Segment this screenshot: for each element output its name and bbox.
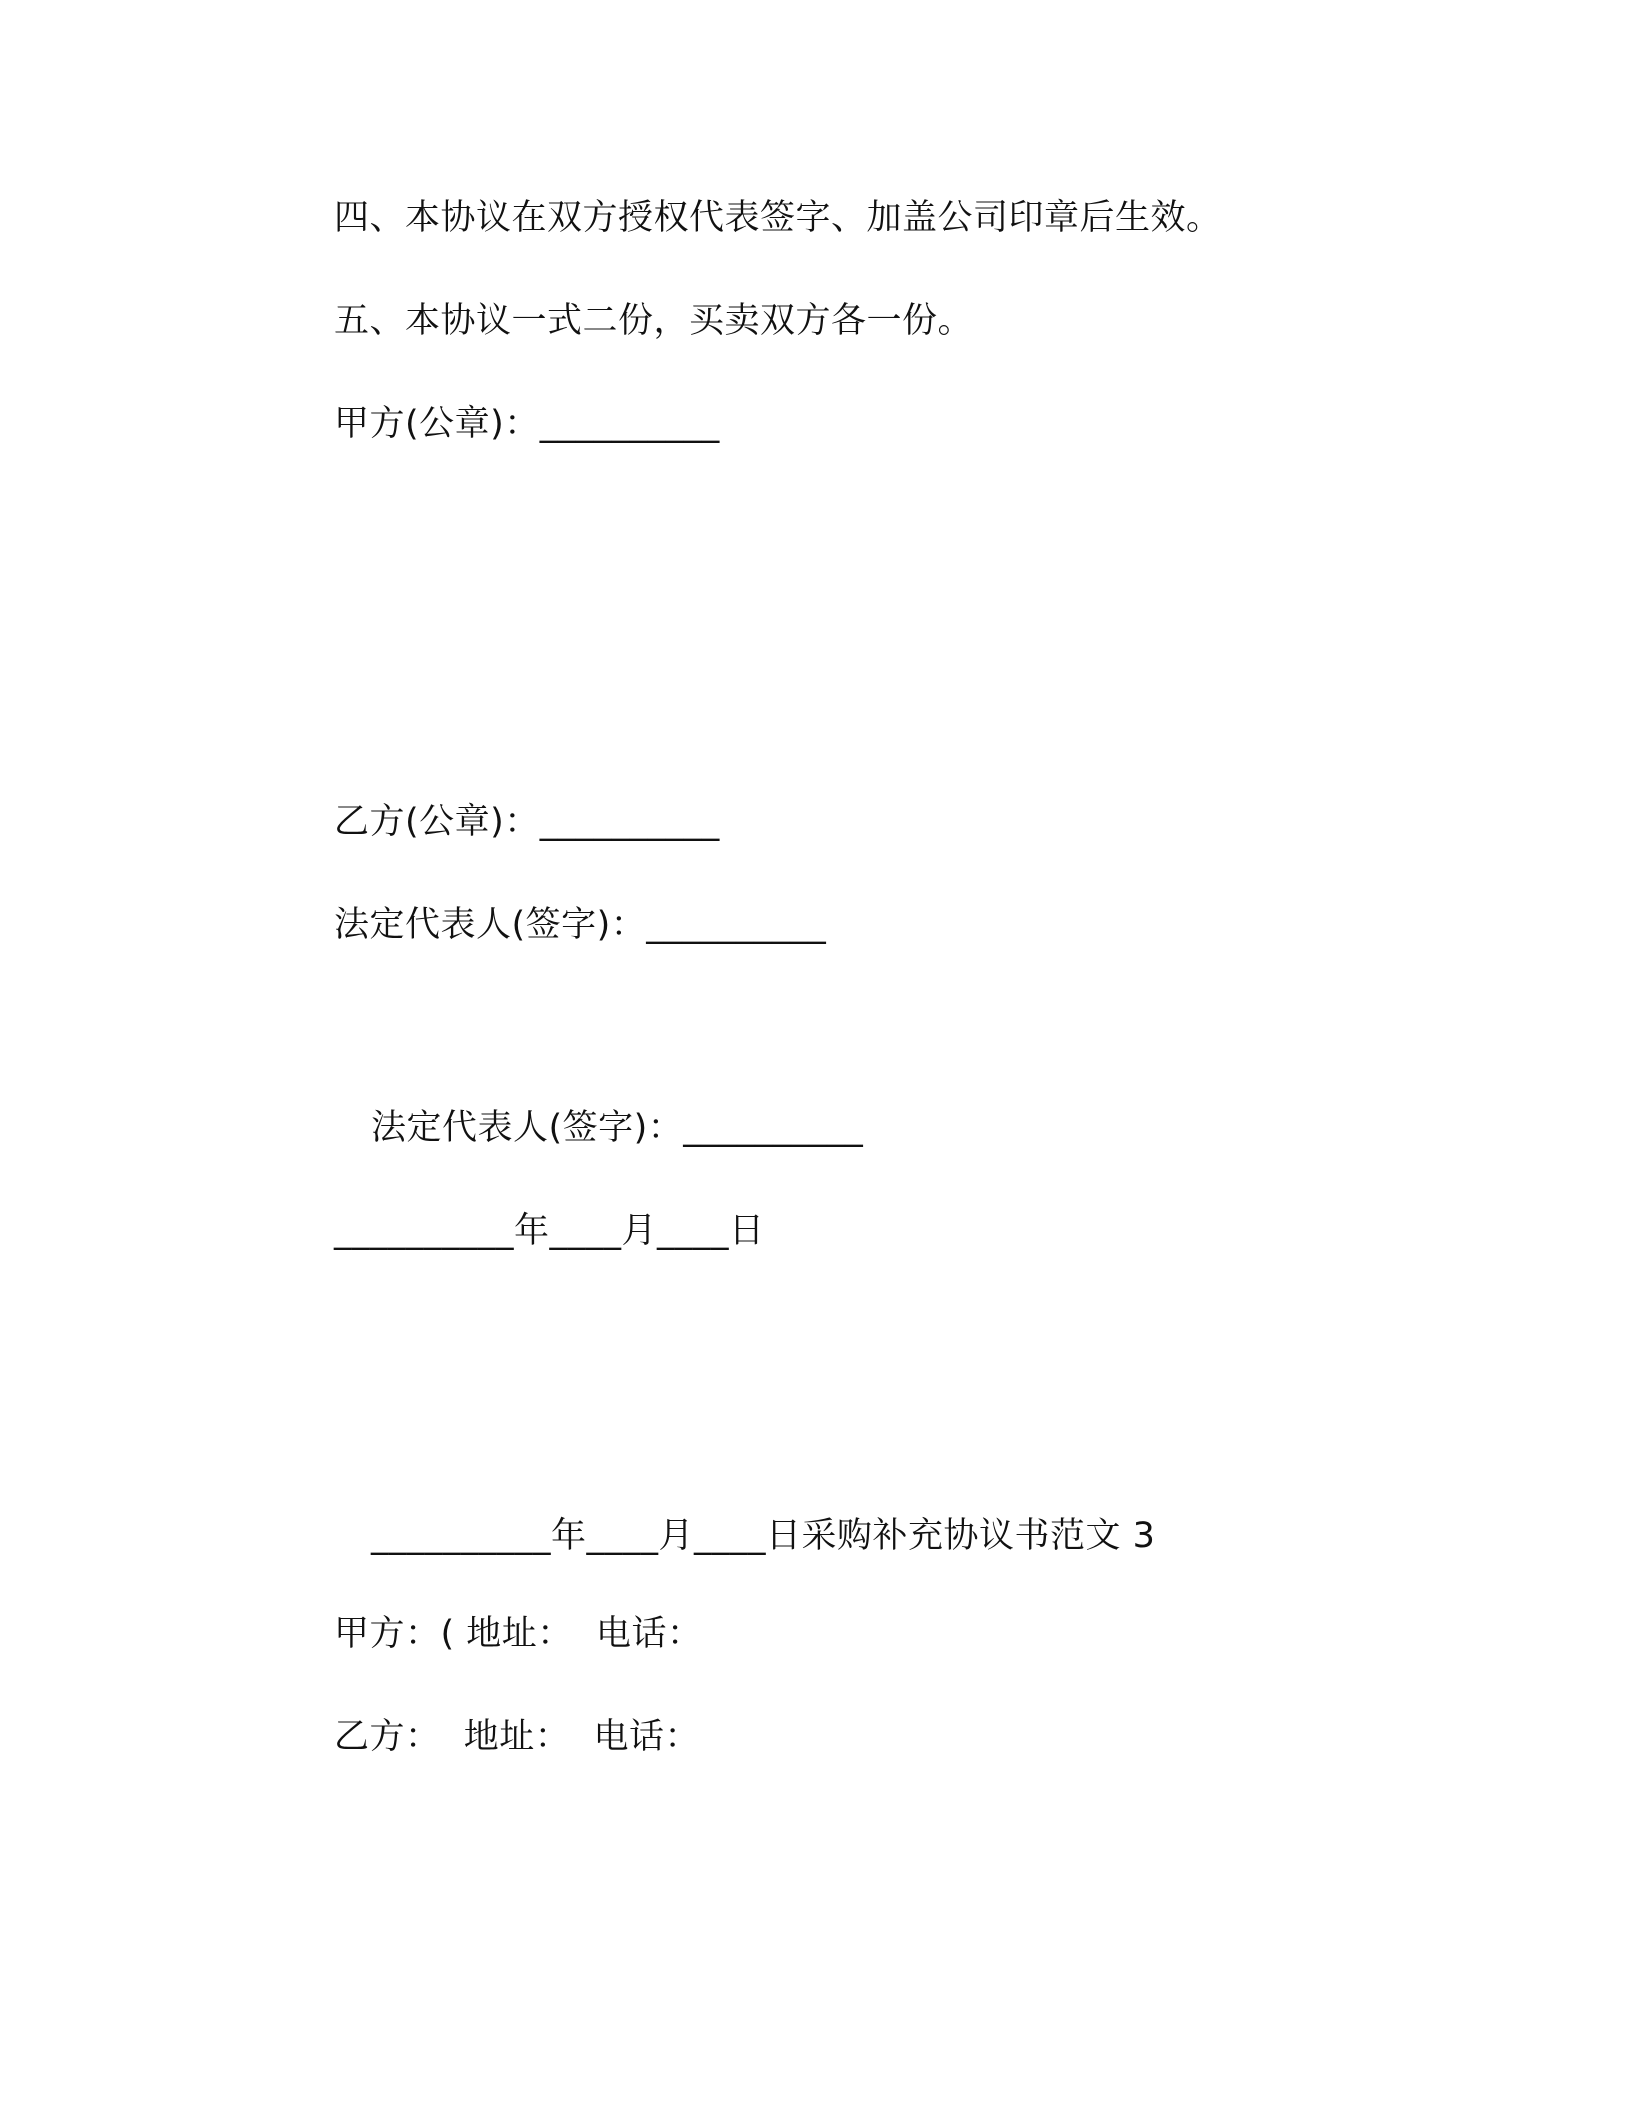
clause-5: 五、本协议一式二份，买卖双方各一份。 bbox=[334, 301, 974, 341]
clause-4: 四、本协议在双方授权代表签字、加盖公司印章后生效。 bbox=[334, 198, 1222, 238]
party-b-info: 乙方： 地址： 电话： bbox=[334, 1717, 701, 1757]
next-agreement-title: __________年____月____日采购补充协议书范文 3 bbox=[371, 1516, 1156, 1556]
date-line: __________年____月____日 bbox=[334, 1211, 765, 1251]
legal-representative-signature: 法定代表人(签字)：__________ bbox=[334, 905, 827, 945]
legal-representative-signature-2: 法定代表人(签字)：__________ bbox=[371, 1108, 864, 1148]
party-b-seal: 乙方(公章)：__________ bbox=[334, 802, 720, 842]
party-a-seal: 甲方(公章)：__________ bbox=[334, 404, 720, 444]
party-a-info: 甲方：( 地址： 电话： bbox=[334, 1614, 703, 1654]
